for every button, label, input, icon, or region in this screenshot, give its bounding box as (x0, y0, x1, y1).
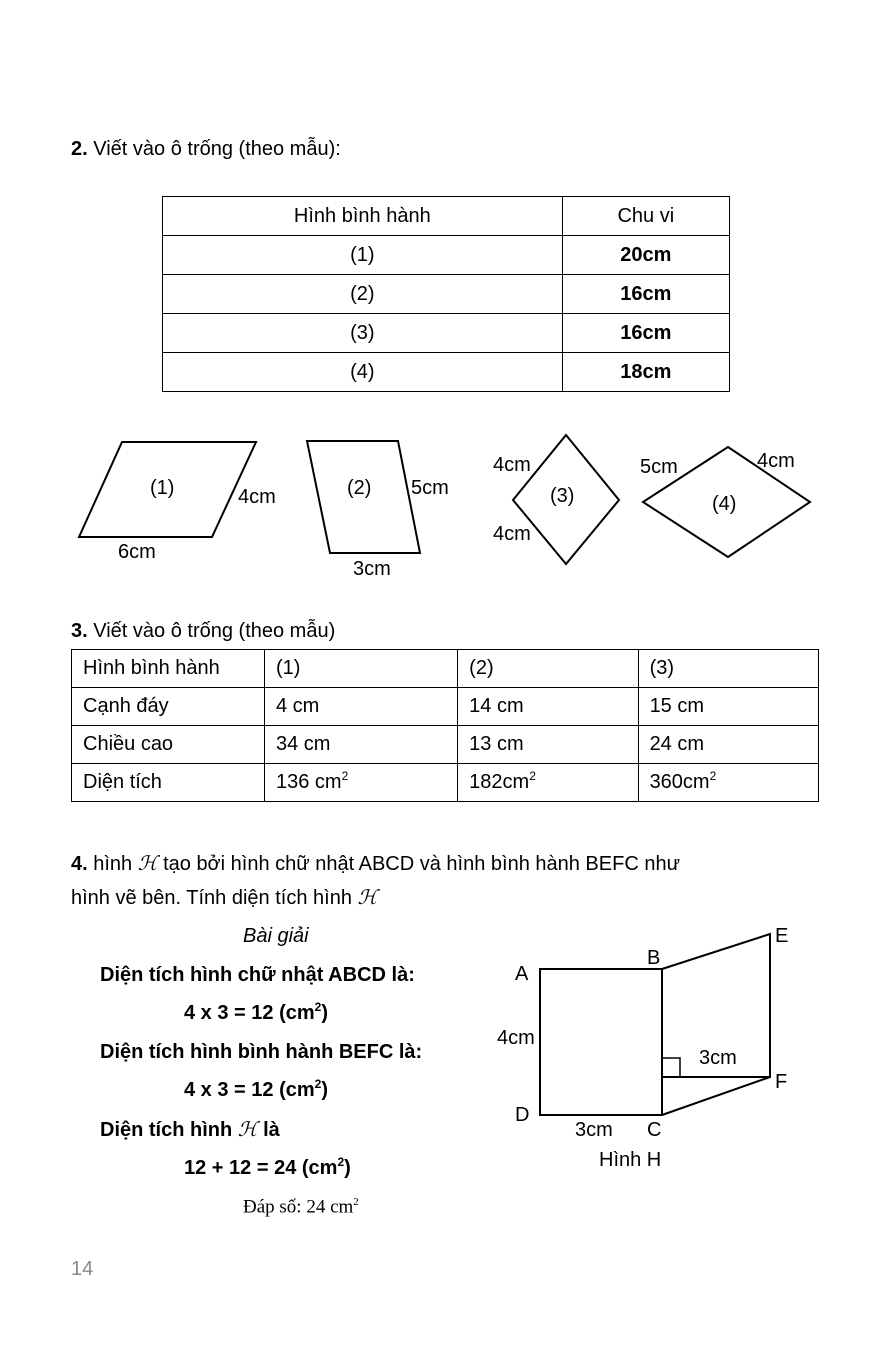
table-row (72, 688, 819, 726)
header-shape: Hình bình hành (163, 197, 563, 236)
fig1-label: (1) (150, 477, 175, 499)
q4-text-b: tạo bởi hình chữ nhật ABCD và hình bình hành BEFC như (163, 853, 680, 875)
parallelogram-befc (662, 934, 770, 1115)
row-label: Cạnh đáy (72, 688, 265, 726)
q4-number: 4. (71, 853, 88, 875)
vertex-f: F (775, 1071, 788, 1093)
q4-line2 (71, 885, 377, 910)
fig1-side: 4cm (238, 486, 276, 508)
q2-number: 2. (71, 138, 88, 160)
fig4-label: (4) (712, 493, 737, 515)
cell-shape: (2) (163, 275, 563, 314)
solution-line-3: Diện tích hình bình hành BEFC là: (100, 1041, 423, 1063)
fig2-label: (2) (347, 477, 372, 499)
cell: (2) (458, 650, 638, 688)
vertex-a: A (515, 963, 529, 985)
cell-area (458, 764, 638, 802)
q3-table (71, 649, 819, 802)
table-row (72, 650, 819, 688)
cell: 14 cm (458, 688, 638, 726)
solution-line-4 (184, 1079, 328, 1102)
table-row (163, 236, 730, 275)
cell: (1) (265, 650, 458, 688)
area-exponent: 2 (529, 769, 536, 783)
label-base: 3cm (575, 1119, 613, 1141)
header-perimeter: Chu vi (562, 197, 729, 236)
cell-perimeter: 18cm (562, 353, 729, 392)
fig2-base: 3cm (353, 558, 391, 580)
answer-exponent: 2 (353, 1196, 359, 1208)
q3-title (71, 620, 335, 643)
calc-close: ) (321, 1002, 329, 1024)
solution-line-5 (100, 1117, 280, 1142)
cell: 13 cm (458, 726, 638, 764)
area-exponent: 2 (709, 769, 717, 783)
right-angle-mark (662, 1058, 680, 1077)
cell: 15 cm (638, 688, 818, 726)
q3-number: 3. (71, 620, 88, 642)
q2-prompt: Viết vào ô trống (theo mẫu): (93, 138, 341, 160)
calc-exponent: 2 (314, 1077, 322, 1091)
solution-title: Bài giải (243, 925, 309, 947)
cell-area (638, 764, 818, 802)
vertex-d: D (515, 1104, 530, 1126)
calc-exponent: 2 (314, 1000, 322, 1014)
calc-exponent: 2 (337, 1155, 345, 1169)
fig4-left: 5cm (640, 456, 678, 478)
q4-line1 (71, 851, 680, 876)
table-row (72, 764, 819, 802)
q4-text-a: hình (93, 853, 133, 875)
calc-text: 4 x 3 = 12 (cm (184, 1002, 315, 1024)
fig3-bottom: 4cm (493, 523, 531, 545)
fig4-right: 4cm (757, 450, 795, 472)
calc-text: 12 + 12 = 24 (cm (184, 1157, 338, 1179)
cell: 34 cm (265, 726, 458, 764)
rectangle-abcd (540, 969, 662, 1115)
cell: 4 cm (265, 688, 458, 726)
table-header-row (163, 197, 730, 236)
row-label: Chiều cao (72, 726, 265, 764)
cell-shape: (3) (163, 314, 563, 353)
calc-close: ) (344, 1157, 351, 1179)
label-distance: 3cm (699, 1047, 737, 1069)
table-row (163, 353, 730, 392)
cell-shape: (4) (163, 353, 563, 392)
page-number: 14 (71, 1258, 94, 1280)
fig3-label: (3) (550, 485, 575, 507)
vertex-e: E (775, 925, 789, 947)
cell-perimeter: 16cm (562, 314, 729, 353)
area-value: 360cm (649, 771, 710, 793)
fig3-top: 4cm (493, 454, 531, 476)
cell-perimeter: 16cm (562, 275, 729, 314)
calc-close: ) (321, 1079, 329, 1101)
figure-caption: Hình H (599, 1149, 662, 1171)
cell: 24 cm (638, 726, 818, 764)
calc-text: Diện tích hình (100, 1119, 233, 1141)
area-exponent: 2 (341, 769, 349, 783)
q4-text-c: hình vẽ bên. Tính diện tích hình (71, 887, 352, 909)
cell-area (265, 764, 458, 802)
answer-text: Đáp số: 24 cm (243, 1196, 354, 1218)
q2-title (71, 138, 341, 161)
q2-table (162, 196, 730, 392)
script-h: ℋ (137, 853, 158, 875)
figure-h (490, 920, 810, 1180)
q3-prompt: Viết vào ô trống (theo mẫu) (93, 620, 336, 642)
cell: (3) (638, 650, 818, 688)
table-row (163, 314, 730, 353)
answer (243, 1196, 359, 1218)
label-height: 4cm (497, 1027, 535, 1049)
row-label: Hình bình hành (72, 650, 265, 688)
cell-perimeter: 20cm (562, 236, 729, 275)
fig2-side: 5cm (411, 477, 449, 499)
solution-line-2 (184, 1002, 328, 1025)
cell-shape: (1) (163, 236, 563, 275)
vertex-c: C (647, 1119, 662, 1141)
script-h: ℋ (357, 887, 378, 909)
q2-figures (0, 420, 894, 590)
area-value: 182cm (469, 771, 530, 793)
script-h: ℋ (237, 1119, 258, 1141)
area-value: 136 cm (276, 771, 342, 793)
vertex-b: B (647, 947, 661, 969)
calc-text: là (263, 1119, 280, 1141)
solution-line-6 (184, 1157, 351, 1180)
table-row (163, 275, 730, 314)
row-label: Diện tích (72, 764, 265, 802)
calc-text: 4 x 3 = 12 (cm (184, 1079, 315, 1101)
fig1-base: 6cm (118, 541, 156, 563)
table-row (72, 726, 819, 764)
solution-line-1: Diện tích hình chữ nhật ABCD là: (100, 964, 415, 986)
